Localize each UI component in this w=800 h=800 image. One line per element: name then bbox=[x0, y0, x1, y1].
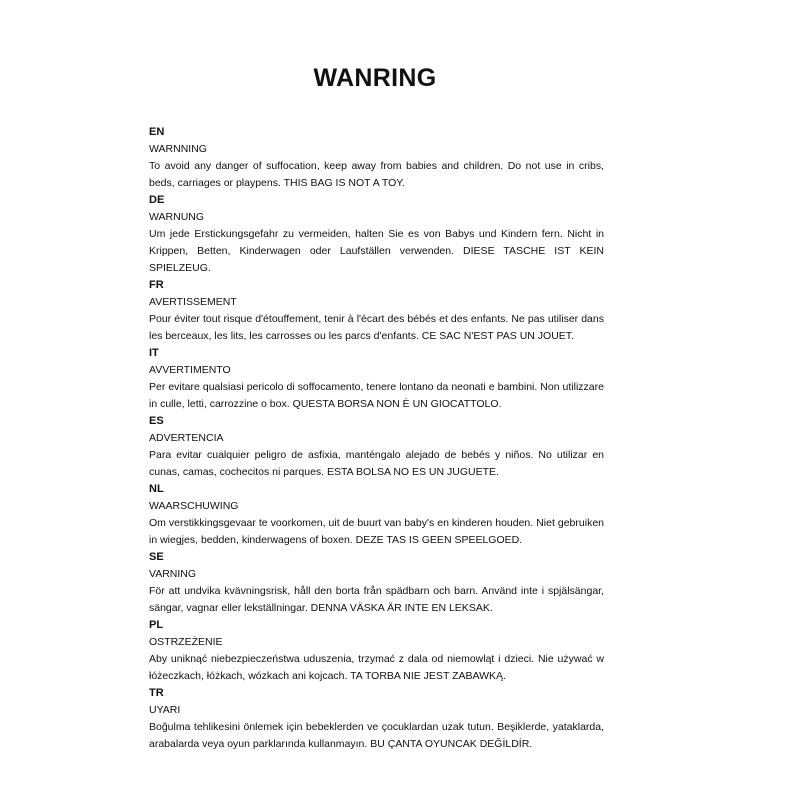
warning-text: Aby uniknąć niebezpieczeństwa uduszenia, trzymać z dala od niemowląt i dzieci. Nie używać w łóżeczkach, łóżkach, wózkach ani kojcach. TA TORBA NIE JEST ZABAWKĄ. bbox=[149, 653, 604, 682]
section-pl bbox=[149, 617, 604, 685]
warning-text: Um jede Erstickungsgefahr zu vermeiden, halten Sie es von Babys und Kindern fern. Nicht in Krippen, Betten, Kinderwagen oder Laufställen verwenden. DIESE TASCHE IST KEIN SPIELZEUG. bbox=[149, 228, 604, 274]
warning-text: Para evitar cualquier peligro de asfixia, manténgalo alejado de bebés y niños. No utilizar en cunas, camas, cochecitos ni parques. ESTA BOLSA NO ES UN JUGUETE. bbox=[149, 449, 604, 478]
section-tr bbox=[149, 685, 604, 753]
section-es bbox=[149, 413, 604, 481]
document-title: WANRING bbox=[313, 64, 437, 92]
warning-heading: OSTRZEŻENIE bbox=[149, 636, 223, 648]
warning-text: Per evitare qualsiasi pericolo di soffocamento, tenere lontano da neonati e bambini. Non utilizzare in culle, letti, carrozzine o box. QUESTA BORSA NON È UN GIOCATTOLO. bbox=[149, 381, 604, 410]
warning-heading: WARNNING bbox=[149, 143, 207, 155]
warning-text: Pour éviter tout risque d'étouffement, tenir à l'écart des bébés et des enfants. Ne pas utiliser dans les berceaux, les lits, les carrosses ou les parcs d'enfants. CE SAC N'EST PAS UN JOUET. bbox=[149, 313, 604, 342]
language-code: PL bbox=[149, 619, 164, 631]
language-code: ES bbox=[149, 415, 164, 427]
language-code: IT bbox=[149, 347, 159, 359]
warning-heading: WARNUNG bbox=[149, 211, 205, 223]
language-code: FR bbox=[149, 279, 164, 291]
language-code: EN bbox=[149, 126, 165, 138]
warning-text: För att undvika kvävningsrisk, håll den borta från spädbarn och barn. Använd inte i spjälsängar, sängar, vagnar eller lekställningar. DENNA VÄSKA ÄR INTE EN LEKSAK. bbox=[149, 585, 604, 614]
section-fr bbox=[149, 277, 604, 345]
section-de bbox=[149, 192, 604, 277]
language-code: DE bbox=[149, 194, 165, 206]
section-nl bbox=[149, 481, 604, 549]
warning-text: Om verstikkingsgevaar te voorkomen, uit de buurt van baby's en kinderen houden. Niet gebruiken in wiegjes, bedden, kinderwagens of boxen. DEZE TAS IS GEEN SPEELGOED. bbox=[149, 517, 604, 546]
language-code: NL bbox=[149, 483, 164, 495]
section-en bbox=[149, 124, 604, 192]
warning-heading: AVVERTIMENTO bbox=[149, 364, 231, 376]
warning-heading: UYARI bbox=[149, 704, 181, 716]
language-code: SE bbox=[149, 551, 164, 563]
warning-sections bbox=[149, 124, 604, 753]
section-se bbox=[149, 549, 604, 617]
warning-heading: VARNING bbox=[149, 568, 197, 580]
warning-heading: ADVERTENCIA bbox=[149, 432, 224, 444]
language-code: TR bbox=[149, 687, 164, 699]
warning-heading: WAARSCHUWING bbox=[149, 500, 239, 512]
section-it bbox=[149, 345, 604, 413]
warning-heading: AVERTISSEMENT bbox=[149, 296, 237, 308]
warning-text: To avoid any danger of suffocation, keep away from babies and children. Do not use in cribs, beds, carriages or playpens. THIS BAG IS NOT A TOY. bbox=[149, 160, 604, 189]
warning-text: Boğulma tehlikesini önlemek için bebeklerden ve çocuklardan uzak tutun. Beşiklerde, yataklarda, arabalarda veya oyun parklarında kullanmayın. BU ÇANTA OYUNCAK DEĞİLDİR. bbox=[149, 721, 604, 750]
